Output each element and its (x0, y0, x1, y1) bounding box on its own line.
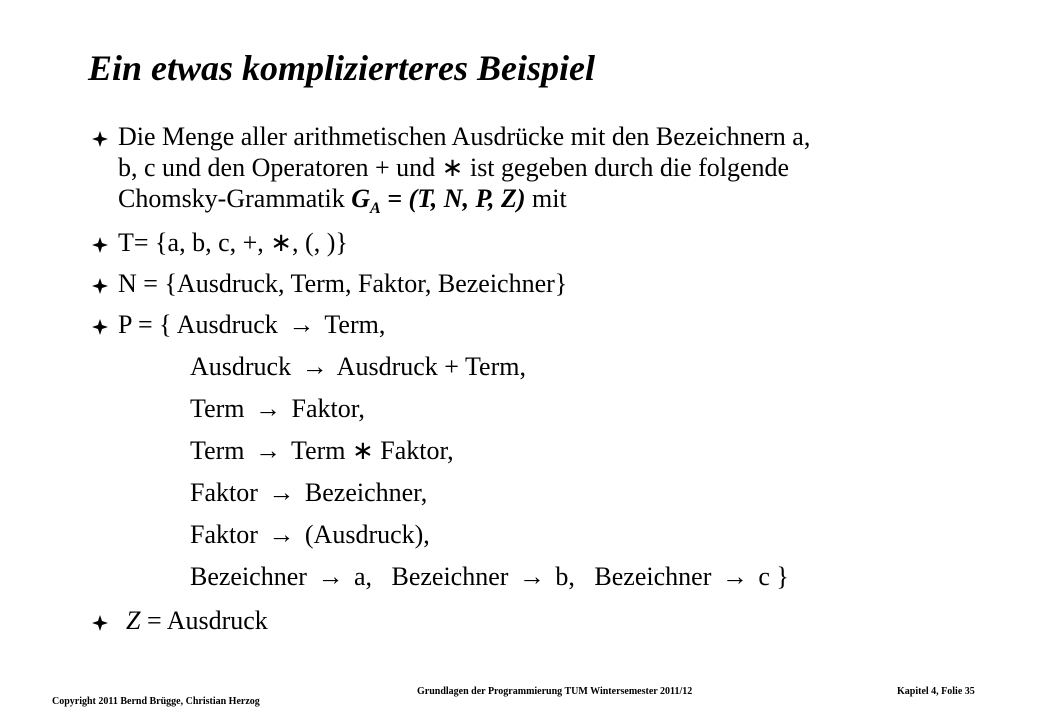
start-symbol-value: = Ausdruck (140, 606, 268, 635)
arrow-icon: → (255, 436, 281, 465)
arrow-icon: → (721, 562, 748, 591)
production-rhs: c } (758, 562, 789, 591)
production-rhs: (Ausdruck), (304, 520, 430, 549)
productions-open: P = { (118, 310, 172, 339)
production-rhs: b, (555, 562, 575, 591)
terminals-line: T= {a, b, c, +, ∗, (, )} (118, 228, 348, 257)
footer-copyright: Copyright 2011 Bernd Brügge, Christian Herzog (52, 696, 260, 707)
production-lhs: Ausdruck (190, 352, 292, 381)
production-line (118, 310, 385, 340)
start-symbol-line (118, 606, 268, 636)
arrow-icon: → (317, 562, 344, 591)
production-line (190, 352, 526, 382)
production-lhs: Bezeichner (391, 562, 509, 591)
footer-chapter: Kapitel 4, Folie 35 (897, 686, 975, 697)
diamond-bullet-icon (92, 237, 108, 253)
arrow-icon: → (301, 352, 328, 381)
arrow-icon: → (255, 394, 281, 423)
grammar-suffix: mit (525, 184, 567, 213)
grammar-intro: Chomsky-Grammatik (118, 184, 352, 213)
production-lhs: Term (190, 436, 245, 465)
arrow-icon: → (268, 520, 295, 549)
bullet-text-line (118, 184, 567, 224)
diamond-bullet-icon (92, 615, 108, 631)
grammar-tuple: = (T, N, P, Z) (380, 184, 526, 213)
production-rhs: Term ∗ Faktor, (291, 436, 454, 465)
production-lhs: Ausdruck (176, 310, 278, 339)
production-lhs: Bezeichner (594, 562, 712, 591)
bullet-text-line: b, c und den Operatoren + und ∗ ist gegeben durch die folgende (118, 153, 790, 182)
bullet-text-line: Die Menge aller arithmetischen Ausdrücke mit den Bezeichnern a, (118, 122, 811, 151)
grammar-subscript: A (370, 200, 381, 217)
diamond-bullet-icon (92, 131, 108, 147)
production-lhs: Term (190, 394, 245, 423)
nonterminals-line: N = {Ausdruck, Term, Faktor, Bezeichner} (118, 269, 568, 298)
production-line (190, 520, 430, 550)
production-line (190, 478, 427, 508)
production-rhs: a, (353, 562, 372, 591)
production-rhs: Term, (324, 310, 386, 339)
production-lhs: Faktor (190, 478, 258, 507)
arrow-icon: → (268, 478, 295, 507)
production-lhs: Faktor (190, 520, 258, 549)
diamond-bullet-icon (92, 278, 108, 294)
production-line (190, 436, 454, 466)
slide-title: Ein etwas komplizierteres Beispiel (88, 48, 596, 88)
production-rhs: Bezeichner, (304, 478, 428, 507)
production-rhs: Ausdruck + Term, (336, 352, 526, 381)
production-line (190, 562, 789, 592)
start-symbol: Z (126, 606, 141, 635)
arrow-icon: → (518, 562, 545, 591)
footer-course: Grundlagen der Programmierung TUM Wintersemester 2011/12 (417, 686, 693, 697)
production-line (190, 394, 365, 424)
production-lhs: Bezeichner (190, 562, 307, 591)
grammar-name: G (351, 184, 371, 213)
diamond-bullet-icon (92, 319, 108, 335)
production-rhs: Faktor, (291, 394, 365, 423)
arrow-icon: → (288, 310, 315, 339)
